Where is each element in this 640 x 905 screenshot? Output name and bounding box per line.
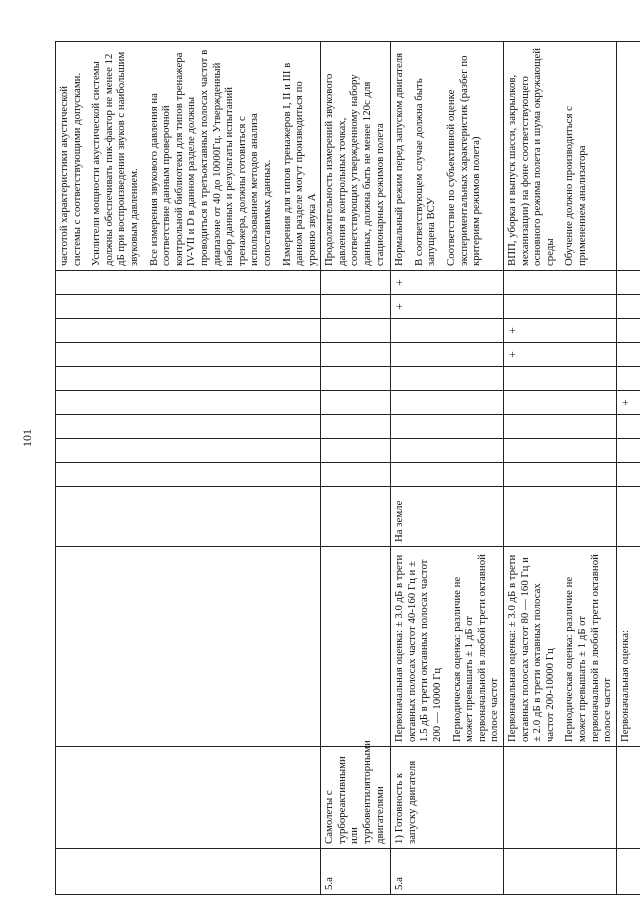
cell-criteria <box>616 547 640 747</box>
cell-item: 1) Готовность к запуску двигателя <box>391 747 504 849</box>
cell-mark <box>321 295 391 319</box>
cell-mark: + <box>504 343 617 367</box>
cell-mark <box>391 343 504 367</box>
note-text: Усилители мощности акустической системы должны обеспечивать пик-фактор не менее 12 дБ при воспроизведении звуков с наибольшим звуковым давлением. <box>90 51 140 266</box>
cell-mark <box>616 343 640 367</box>
note-text: частотой характеристики акустической системы с соответствующими допусками. <box>58 72 83 266</box>
criteria-text: Периодическая оценка: различие не может превышать ± 1 дБ от первоначальной в любой трети октавной полосе частот <box>563 554 614 742</box>
cell-mark <box>504 295 617 319</box>
cell-notes <box>616 42 640 271</box>
criteria-text: Первоначальная оценка: ± 3.0 дБ в трети октавных полосах частот 80 — 160 Гц и ± 2.0 дБ в трети октавных полосах частот 200-10000 Гц <box>506 554 556 742</box>
cell-mark <box>504 271 617 295</box>
table-row <box>616 42 640 895</box>
criteria-text: Периодическая оценка: различие не может превышать ± 1 дБ от первоначальной в любой трети октавной полосе частот <box>450 554 501 742</box>
cell-mark <box>56 367 321 391</box>
cell-condition <box>56 487 321 547</box>
table-body <box>56 42 640 895</box>
cell-mark: + <box>504 319 617 343</box>
cell-notes <box>391 42 504 271</box>
cell-mark <box>504 415 617 439</box>
note-text: Соответствие по субъективной оценке экспериментальных характеристик (разбег по критериям режимов полета) <box>445 55 483 266</box>
note-text: В соответствующем случае должна быть запущена ВСУ <box>412 78 438 266</box>
cell-condition <box>504 487 617 547</box>
cell-item: Самолеты с турбореактивными или турбовентиляторными двигателями <box>321 747 391 849</box>
cell-criteria <box>391 547 504 747</box>
note-text: Измерения для типов тренажеров I, II и III в данном разделе могут производиться по уровню звука А <box>280 62 318 266</box>
cell-mark <box>391 391 504 415</box>
cell-mark <box>504 439 617 463</box>
cell-notes <box>321 42 391 271</box>
cell-condition: На земле <box>391 487 504 547</box>
cell-notes <box>56 42 321 271</box>
table-row <box>56 42 321 895</box>
table-row <box>391 42 504 895</box>
cell-mark <box>504 463 617 487</box>
cell-mark <box>321 391 391 415</box>
cell-number: 5.а <box>391 849 504 895</box>
cell-mark <box>391 415 504 439</box>
cell-mark <box>616 463 640 487</box>
table-row <box>504 42 617 895</box>
cell-criteria <box>321 547 391 747</box>
cell-mark <box>56 463 321 487</box>
cell-mark <box>504 391 617 415</box>
cell-item <box>504 747 617 849</box>
criteria-text: Первоначальная оценка: <box>618 629 631 742</box>
cell-mark <box>391 319 504 343</box>
cell-mark: + <box>391 295 504 319</box>
cell-number: 5.а <box>321 849 391 895</box>
cell-mark <box>391 439 504 463</box>
note-text: Нормальный режим перед запуском двигателя <box>393 52 406 266</box>
cell-mark <box>391 463 504 487</box>
criteria-text: Первоначальная оценка: ± 3.0 дБ в трети октавных полосах частот 40-160 Гц и ± 1.5 дБ в трети октавных полосах частот 200 — 10000 Гц <box>393 554 444 742</box>
cell-item <box>616 747 640 849</box>
cell-number <box>616 849 640 895</box>
note-text: ВПП, уборка и выпуск шасси, закрылков, механизации) на фоне соответствующего основного режима полета и шума окружающей среды <box>506 47 556 266</box>
cell-notes <box>504 42 617 271</box>
note-text: Обучение должно производиться с применением анализатора <box>563 106 588 266</box>
cell-mark <box>321 343 391 367</box>
cell-mark <box>616 271 640 295</box>
cell-mark <box>56 439 321 463</box>
cell-mark <box>321 367 391 391</box>
cell-mark <box>616 439 640 463</box>
cell-number <box>56 849 321 895</box>
note-text: Все измерения звукового давления на соответствие данным проверочной контрольной библиотеки для типов тренажера IV-VII и D в данном разделе должны проводиться в третьоктавных полосах частот в диапазоне от 40 до 10000Гц. Утвержденный набор данных и результаты испытаний тренажера, должны готовиться с использованием методов анализа сопоставимых данных. <box>147 49 273 266</box>
cell-mark <box>616 295 640 319</box>
cell-criteria <box>504 547 617 747</box>
requirements-table <box>55 41 640 895</box>
cell-mark <box>56 271 321 295</box>
cell-number <box>504 849 617 895</box>
note-text: Продолжительность измерений звукового давления в контрольных точках, соответствующих утвержденному набору данных, должна быть не менее 120с для стационарных режимов полета <box>323 73 386 266</box>
page-number: 101 <box>20 429 34 447</box>
cell-mark <box>56 319 321 343</box>
cell-mark: + <box>391 271 504 295</box>
cell-mark <box>616 415 640 439</box>
cell-mark <box>616 367 640 391</box>
cell-mark <box>321 271 391 295</box>
cell-mark <box>321 415 391 439</box>
cell-condition <box>616 487 640 547</box>
cell-mark <box>56 391 321 415</box>
cell-mark: + <box>616 391 640 415</box>
cell-mark <box>504 367 617 391</box>
cell-mark <box>321 463 391 487</box>
cell-mark <box>391 367 504 391</box>
cell-mark <box>56 415 321 439</box>
cell-mark <box>56 343 321 367</box>
cell-condition <box>321 487 391 547</box>
cell-mark <box>321 439 391 463</box>
cell-item <box>56 747 321 849</box>
table-row <box>321 42 391 895</box>
cell-mark <box>616 319 640 343</box>
cell-mark <box>321 319 391 343</box>
cell-criteria <box>56 547 321 747</box>
cell-mark <box>56 295 321 319</box>
